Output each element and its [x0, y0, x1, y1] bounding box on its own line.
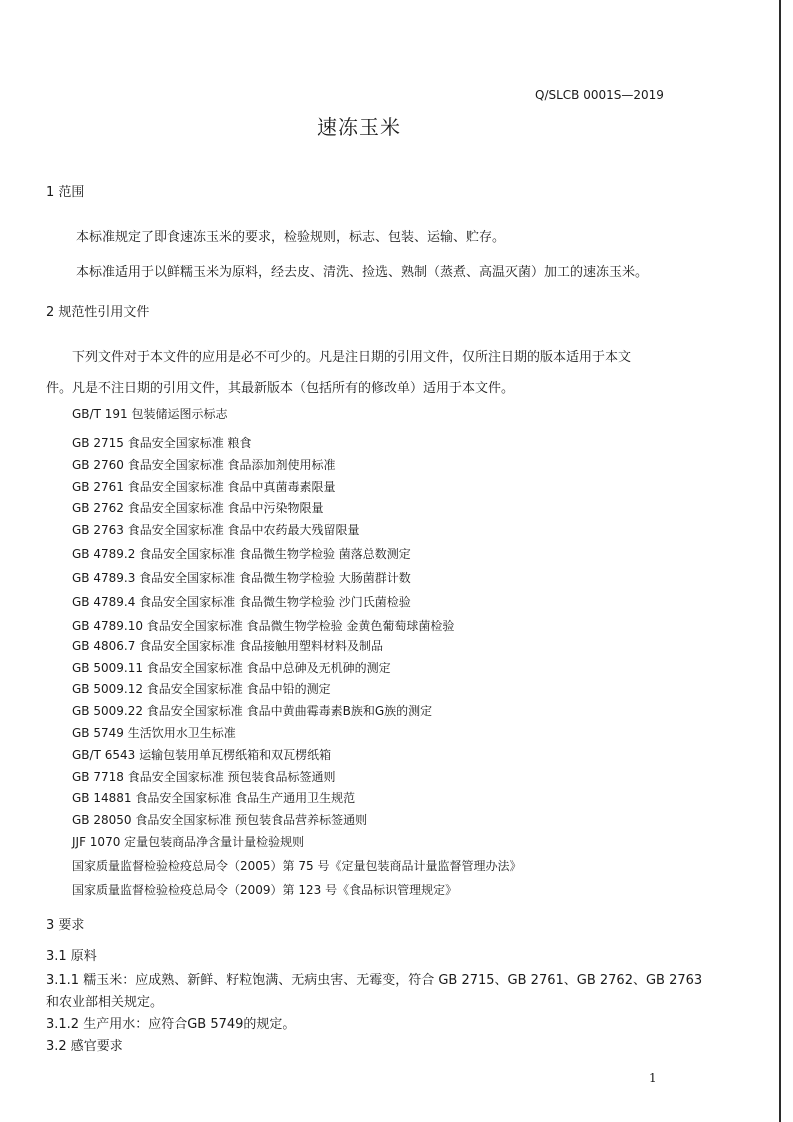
page-number: 1 [649, 1071, 657, 1085]
section-2-paragraph-line-1: 下列文件对于本文件的应用是必不可少的。凡是注日期的引用文件，仅所注日期的版本适用于本文 [72, 350, 632, 365]
reference-item: GB 5749 生活饮用水卫生标准 [72, 726, 236, 740]
section-3-heading: 3 要求 [46, 918, 85, 933]
reference-item: GB 2763 食品安全国家标准 食品中农药最大残留限量 [72, 523, 360, 537]
reference-item: GB 5009.22 食品安全国家标准 食品中黄曲霉毒素B族和G族的测定 [72, 704, 433, 718]
reference-item: GB 4806.7 食品安全国家标准 食品接触用塑料材料及制品 [72, 639, 383, 653]
section-2-paragraph-line-2: 件。凡是不注日期的引用文件，其最新版本（包括所有的修改单）适用于本文件。 [46, 381, 515, 396]
reference-item: GB 7718 食品安全国家标准 预包装食品标签通则 [72, 770, 336, 784]
reference-item: GB 14881 食品安全国家标准 食品生产通用卫生规范 [72, 791, 356, 805]
reference-item: GB 5009.12 食品安全国家标准 食品中铅的测定 [72, 682, 331, 696]
clause-3-1-1-line-1: 3.1.1 糯玉米：应成熟、新鲜、籽粒饱满、无病虫害、无霉变，符合 GB 2715、GB 2761、GB 2762、GB 2763 [46, 973, 703, 988]
section-1-paragraph-2: 本标准适用于以鲜糯玉米为原料，经去皮、清洗、捡选、熟制（蒸煮、高温灭菌）加工的速冻玉米。 [76, 265, 649, 280]
reference-item: GB 2715 食品安全国家标准 粮食 [72, 436, 252, 450]
reference-item: GB/T 191 包装储运图示标志 [72, 407, 228, 421]
section-3-2-heading: 3.2 感官要求 [46, 1039, 123, 1054]
reference-item: GB 28050 食品安全国家标准 预包装食品营养标签通则 [72, 813, 368, 827]
section-2-heading: 2 规范性引用文件 [46, 305, 150, 320]
reference-item: GB 2762 食品安全国家标准 食品中污染物限量 [72, 501, 324, 515]
section-3-1-heading: 3.1 原料 [46, 949, 97, 964]
reference-item: GB 4789.2 食品安全国家标准 食品微生物学检验 菌落总数测定 [72, 547, 411, 561]
reference-item: GB 2761 食品安全国家标准 食品中真菌毒素限量 [72, 480, 336, 494]
reference-item: GB 5009.11 食品安全国家标准 食品中总砷及无机砷的测定 [72, 661, 391, 675]
reference-item: GB 4789.3 食品安全国家标准 食品微生物学检验 大肠菌群计数 [72, 571, 411, 585]
reference-item: 国家质量监督检验检疫总局令（2009）第 123 号《食品标识管理规定》 [72, 883, 458, 897]
scan-edge-line [779, 0, 781, 1122]
reference-item: GB/T 6543 运输包装用单瓦楞纸箱和双瓦楞纸箱 [72, 748, 332, 762]
reference-item: GB 2760 食品安全国家标准 食品添加剂使用标准 [72, 458, 336, 472]
reference-item: 国家质量监督检验检疫总局令（2005）第 75 号《定量包装商品计量监督管理办法》 [72, 859, 522, 873]
reference-item: JJF 1070 定量包装商品净含量计量检验规则 [72, 835, 305, 849]
clause-3-1-1-line-2: 和农业部相关规定。 [46, 995, 164, 1010]
reference-item: GB 4789.10 食品安全国家标准 食品微生物学检验 金黄色葡萄球菌检验 [72, 619, 455, 633]
section-1-heading: 1 范围 [46, 185, 85, 200]
reference-item: GB 4789.4 食品安全国家标准 食品微生物学检验 沙门氏菌检验 [72, 595, 411, 609]
section-1-paragraph-1: 本标准规定了即食速冻玉米的要求，检验规则，标志、包装、运输、贮存。 [76, 230, 506, 245]
clause-3-1-2: 3.1.2 生产用水：应符合GB 5749的规定。 [46, 1017, 296, 1032]
document-title: 速冻玉米 [317, 115, 401, 139]
standard-code: Q/SLCB 0001S—2019 [535, 88, 664, 102]
